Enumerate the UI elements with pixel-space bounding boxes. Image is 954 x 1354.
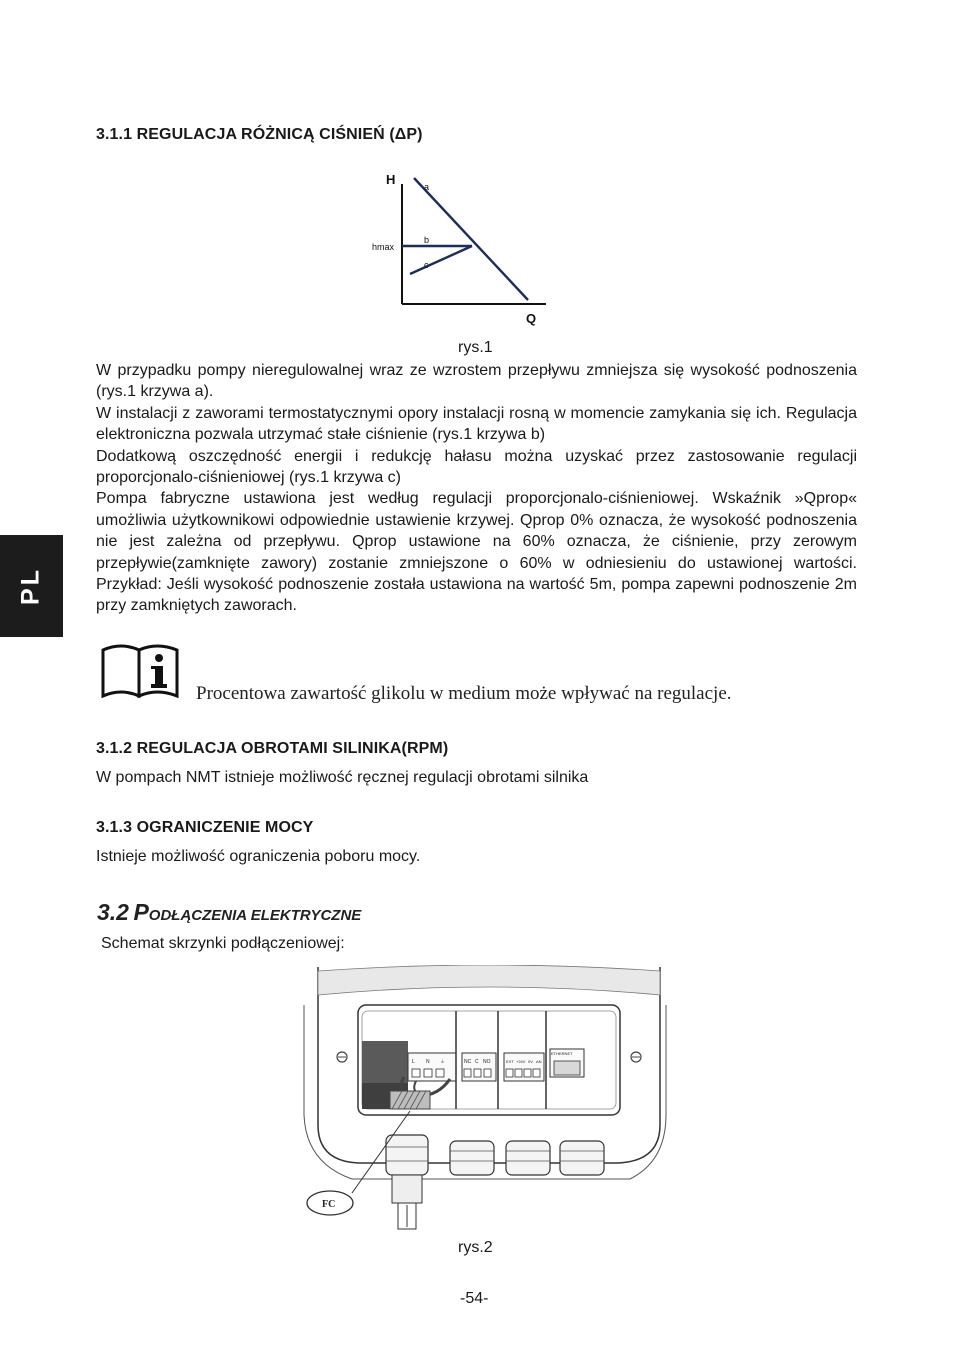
curve-a-label: a (424, 182, 430, 192)
section-3-1-2-heading: 3.1.2 REGULACJA OBROTAMI SILINIKA(RPM) (96, 740, 449, 757)
section-3-1-2-text: W pompach NMT istnieje możliwość ręcznej regulacji obrotami silnika (96, 769, 589, 786)
terminal-label: L (412, 1059, 415, 1065)
section-title-initial: P (133, 899, 149, 925)
figure-1-caption: rys.1 (458, 339, 493, 356)
curve-b-label: b (424, 235, 430, 245)
connection-box-figure (300, 965, 668, 1240)
section-3-1-1-heading: 3.1.1 REGULACJA RÓŻNICĄ CIŚNIEŃ (ΔP) (96, 126, 423, 143)
curve-c-line (410, 246, 472, 274)
section-3-1-1-body (96, 360, 857, 617)
terminal-label: C (475, 1059, 479, 1065)
fc-label: FC (322, 1199, 336, 1210)
terminal-label: AN (536, 1059, 542, 1064)
terminal-label: +24V (516, 1059, 526, 1064)
section-title-rest: ODŁĄCZENIA ELEKTRYCZNE (148, 907, 362, 924)
section-3-1-3-heading: 3.1.3 OGRANICZENIE MOCY (96, 819, 314, 836)
x-axis-label: Q (526, 311, 537, 326)
pressure-curve-figure (360, 162, 560, 332)
paragraph: Pompa fabryczne ustawiona jest według regulacji proporcjonalo-ciśnieniowej. Wskaźnik »Qprop« umożliwia użytkownikowi odpowiednie ustawienie krzywej. Qprop 0% oznacza, że wysokość podnoszenia nie jest zależna od przepływu. Qprop ustawione na 60% oznacza, że ciśnienie, przy zerowym przepływie(zamknięte zawory) zostanie zmniejszone o 60% w odniesieniu do ustawionej wartości. Przykład: Jeśli wysokość podnoszenie została ustawiona na wartość 5m, pompa zapewni podnoszenie 2m przy zamkniętych zaworach. (96, 490, 857, 615)
paragraph: W instalacji z zaworami termostatycznymi opory instalacji rosną w momencie zamykania się ich. Regulacja elektroniczna pozwala utrzymać stałe ciśnienie (rys.1 krzywa b) (96, 404, 857, 444)
section-3-2-title (97, 899, 361, 926)
terminal-label: N (426, 1059, 430, 1065)
section-3-2-subtitle: Schemat skrzynki podłączeniowej: (101, 935, 345, 952)
terminal-label: NC (464, 1059, 472, 1065)
terminal-label: ⏚ (440, 1059, 446, 1065)
figure-2-caption: rys.2 (458, 1239, 493, 1256)
paragraph: W przypadku pompy nieregulowalnej wraz ze wzrostem przepływu zmniejsza się wysokość podnoszenia (rys.1 krzywa a). (96, 362, 857, 401)
info-book-icon (97, 642, 183, 700)
section-3-1-3-text: Istnieje możliwość ograniczenia poboru mocy. (96, 848, 421, 865)
curve-c-label: c (424, 260, 429, 270)
section-number: 3.2 (97, 899, 129, 925)
page-number: -54- (460, 1290, 489, 1307)
curve-a-line (414, 178, 528, 300)
language-tab-label: PL (16, 567, 45, 605)
terminal-label: EXT (506, 1059, 514, 1064)
terminal-label: 0V (528, 1059, 533, 1064)
hmax-label: hmax (372, 242, 395, 252)
terminal-label: NO (483, 1059, 491, 1065)
note-text: Procentowa zawartość glikolu w medium może wpływać na regulacje. (196, 683, 732, 704)
language-tab (0, 535, 63, 637)
paragraph: Dodatkową oszczędność energii i redukcję hałasu można uzyskać przez zastosowanie regulacji proporcjonalo-ciśnieniowej (rys.1 krzywa c) (96, 447, 857, 487)
y-axis-label: H (386, 172, 396, 187)
ethernet-label: ETHERNET (551, 1051, 573, 1056)
